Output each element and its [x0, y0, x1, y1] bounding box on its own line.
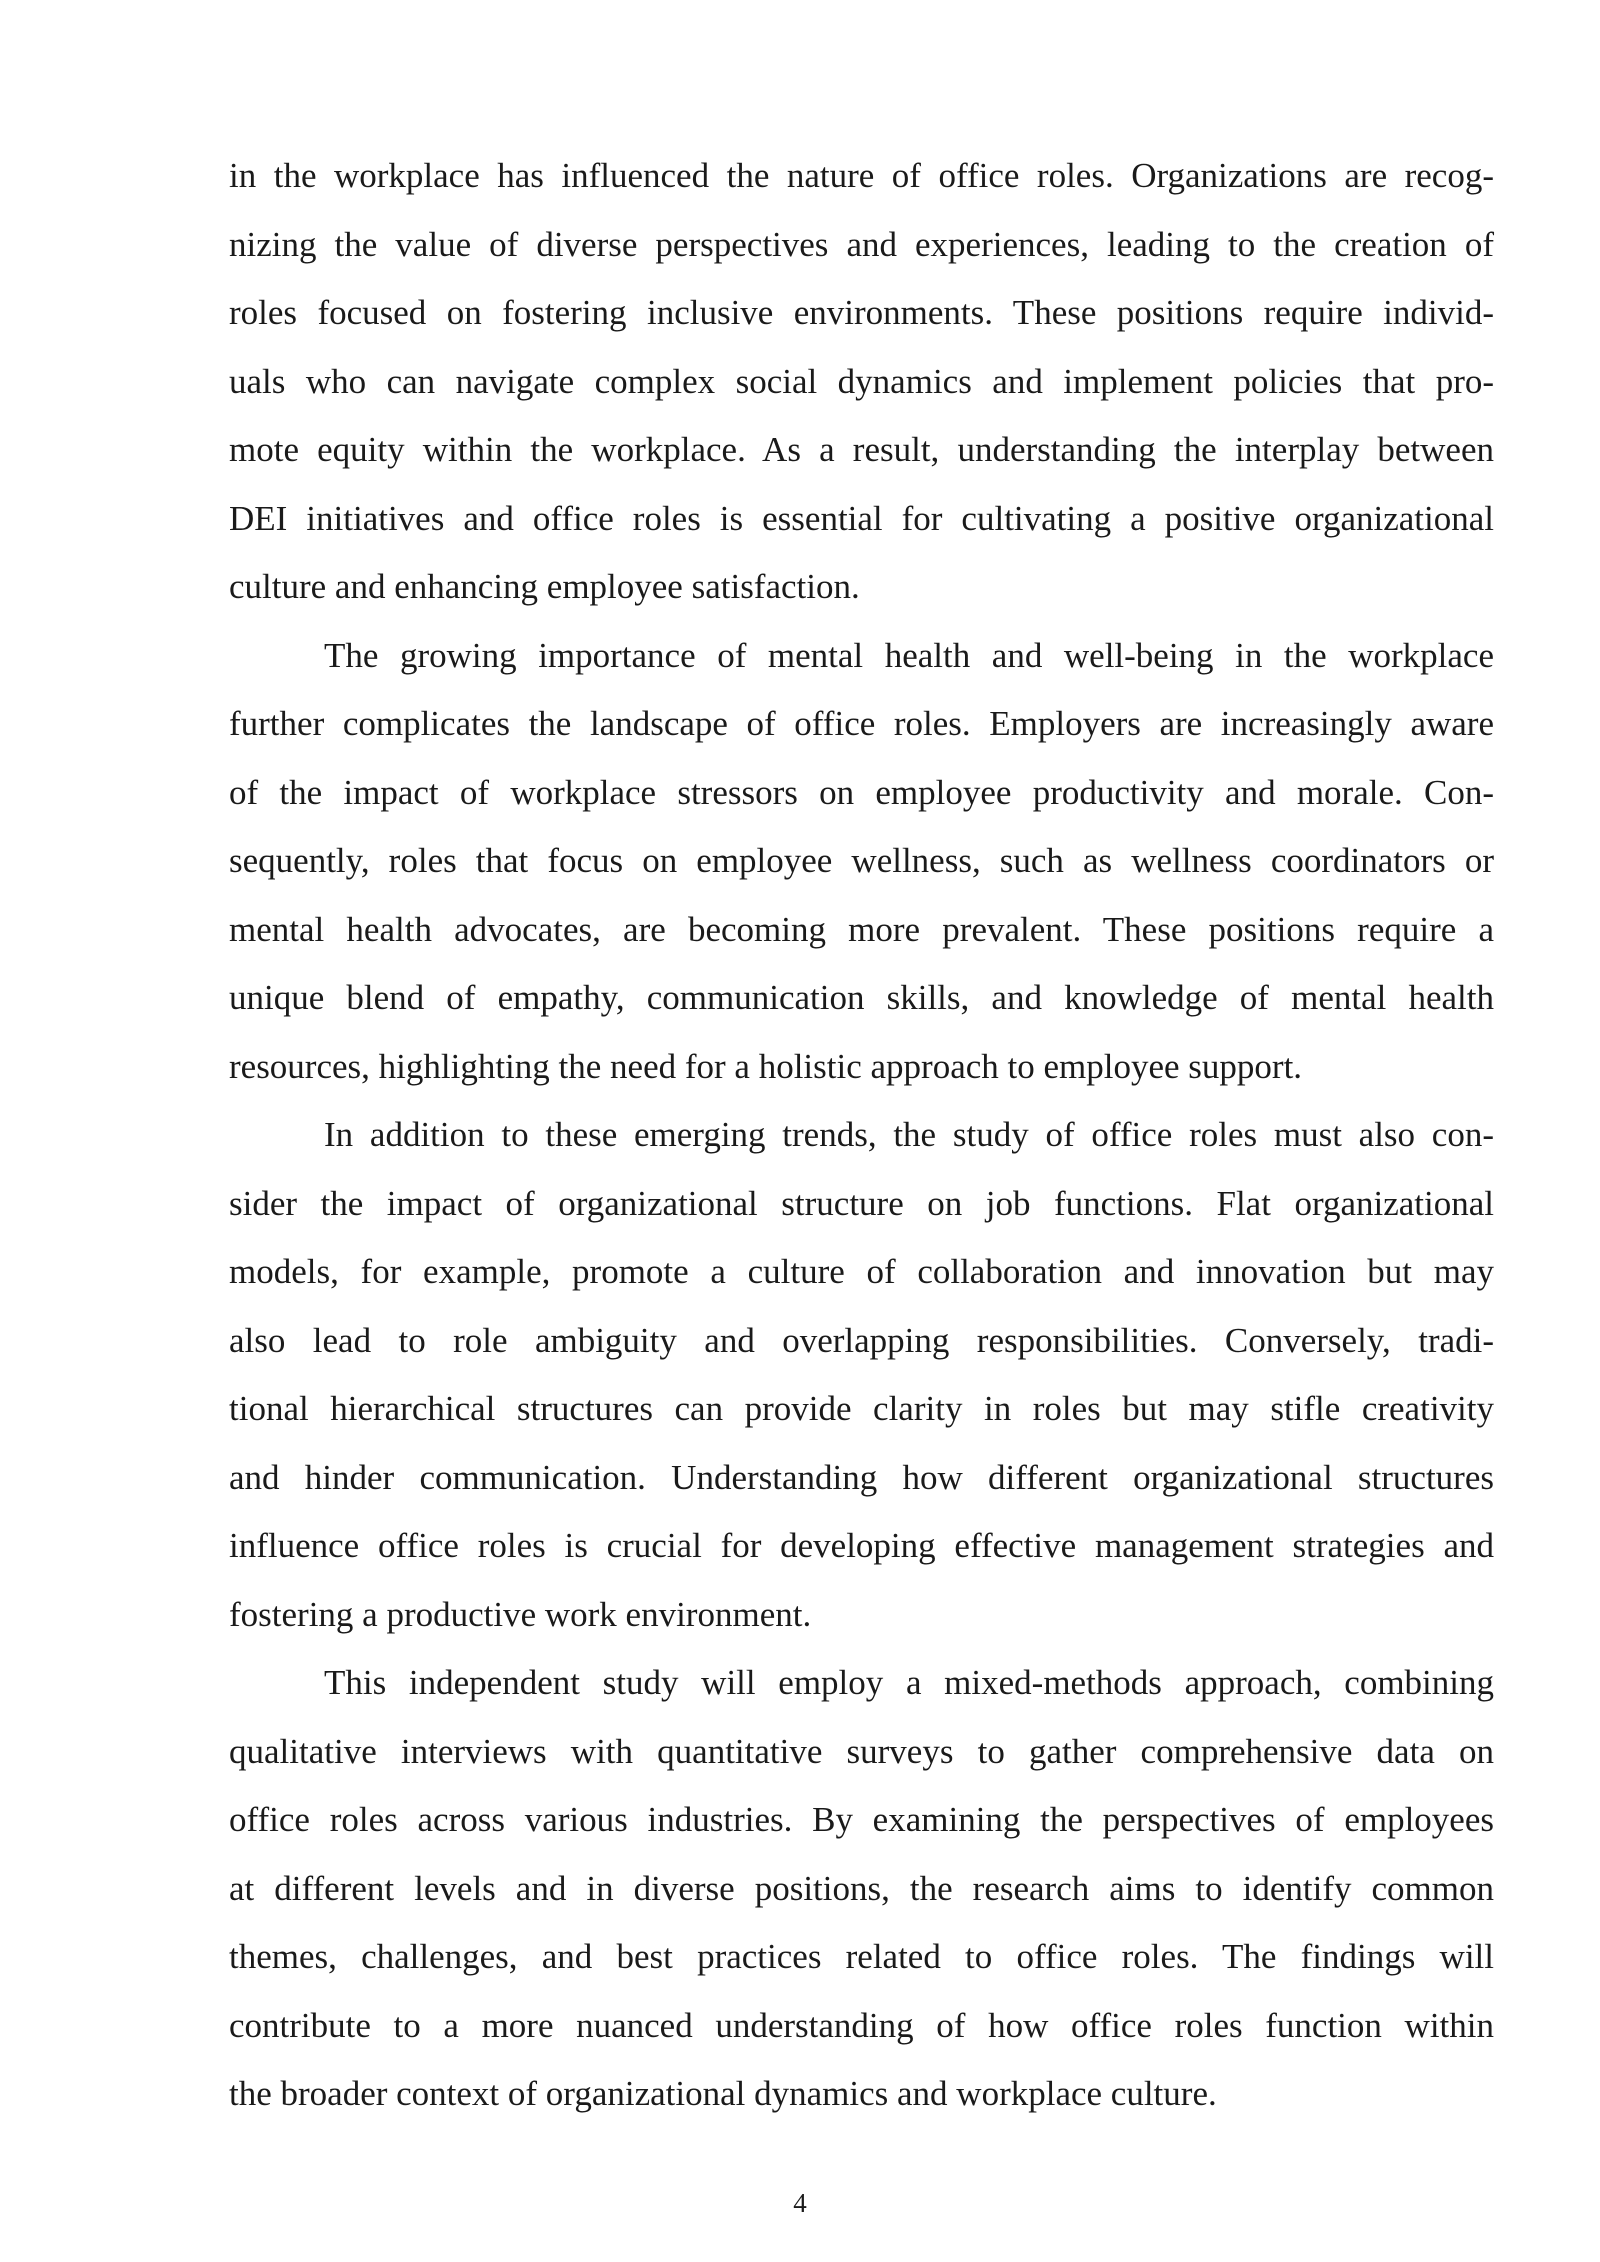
- text-line: nizing the value of diverse perspectives and experiences, leading to the creation of: [229, 224, 1494, 264]
- text-line: themes, challenges, and best practices related to office roles. The findings will: [229, 1937, 1494, 1976]
- text-line: tional hierarchical structures can provide clarity in roles but may stifle creativity: [229, 1389, 1494, 1428]
- text-line: models, for example, promote a culture of collaboration and innovation but may: [229, 1252, 1494, 1291]
- text-line: at different levels and in diverse positions, the research aims to identify common: [229, 1868, 1494, 1908]
- text-line: uals who can navigate complex social dynamics and implement policies that pro-: [229, 361, 1494, 401]
- text-line: In addition to these emerging trends, the study of office roles must also con-: [324, 1115, 1494, 1154]
- text-line: DEI initiatives and office roles is essential for cultivating a positive organizational: [229, 498, 1494, 538]
- text-line: The growing importance of mental health and well-being in the workplace: [324, 635, 1494, 675]
- text-line: also lead to role ambiguity and overlapping responsibilities. Conversely, tradi-: [229, 1320, 1494, 1360]
- text-line: and hinder communication. Understanding how different organizational structures: [229, 1457, 1494, 1497]
- text-line: mental health advocates, are becoming more prevalent. These positions require a: [229, 909, 1494, 949]
- text-line: mote equity within the workplace. As a result, understanding the interplay between: [229, 430, 1494, 469]
- text-line: resources, highlighting the need for a holistic approach to employee support.: [229, 1046, 1303, 1086]
- text-line: office roles across various industries. By examining the perspectives of employees: [229, 1800, 1494, 1839]
- text-line: qualitative interviews with quantitative surveys to gather comprehensive data on: [229, 1731, 1494, 1771]
- text-line: fostering a productive work environment.: [229, 1594, 812, 1634]
- text-line: in the workplace has influenced the nature of office roles. Organizations are recog-: [229, 156, 1494, 195]
- text-line: roles focused on fostering inclusive environments. These positions require individ-: [229, 293, 1494, 332]
- text-line: This independent study will employ a mixed-methods approach, combining: [324, 1663, 1494, 1702]
- text-line: further complicates the landscape of office roles. Employers are increasingly aware: [229, 704, 1494, 743]
- text-line: influence office roles is crucial for developing effective management strategies and: [229, 1526, 1494, 1565]
- text-line: contribute to a more nuanced understanding of how office roles function within: [229, 2005, 1494, 2045]
- page-number: 4: [793, 2188, 807, 2218]
- text-line: the broader context of organizational dynamics and workplace culture.: [229, 2074, 1217, 2113]
- body-text: [229, 142, 1494, 2129]
- text-line: sider the impact of organizational structure on job functions. Flat organizational: [229, 1183, 1494, 1223]
- text-line: unique blend of empathy, communication skills, and knowledge of mental health: [229, 978, 1494, 1017]
- text-line: sequently, roles that focus on employee wellness, such as wellness coordinators or: [229, 841, 1494, 880]
- text-line: of the impact of workplace stressors on employee productivity and morale. Con-: [229, 772, 1494, 812]
- text-line: culture and enhancing employee satisfaction.: [229, 567, 860, 606]
